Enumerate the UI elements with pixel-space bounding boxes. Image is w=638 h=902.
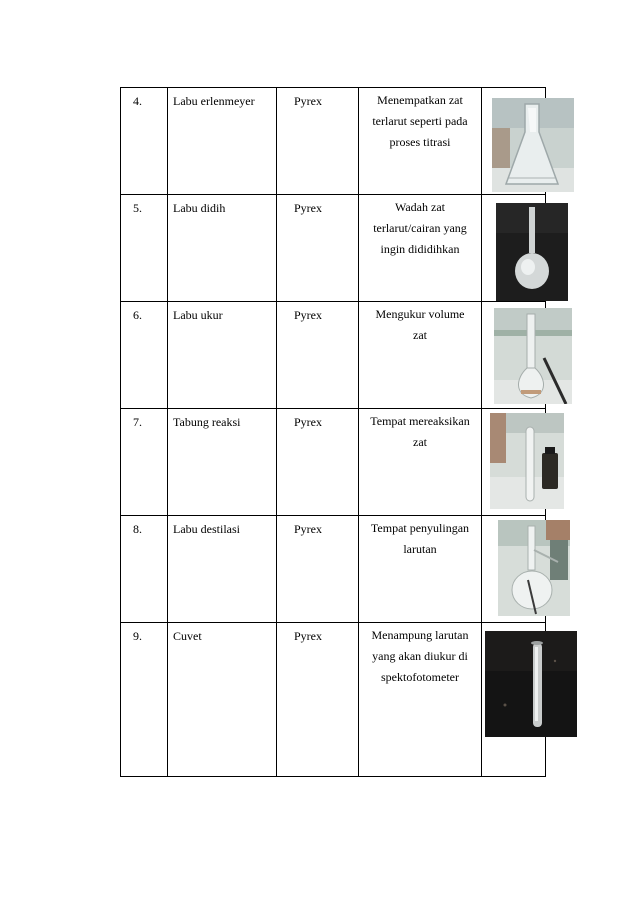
use-line: zat xyxy=(413,328,427,342)
boiling-flask-photo xyxy=(496,203,568,301)
distillation-flask-photo xyxy=(498,520,570,616)
erlenmeyer-flask-photo xyxy=(492,98,574,192)
equipment-use xyxy=(359,623,482,777)
equipment-photo-cell xyxy=(482,516,546,623)
table-row xyxy=(121,409,546,516)
use-line: larutan xyxy=(403,542,437,556)
use-line: proses titrasi xyxy=(389,135,451,149)
equipment-name: Labu erlenmeyer xyxy=(168,88,277,195)
row-number: 6. xyxy=(121,302,168,409)
lab-equipment-table xyxy=(120,87,546,777)
row-number: 9. xyxy=(121,623,168,777)
use-line: terlarut/cairan yang xyxy=(373,221,467,235)
use-line: Menempatkan zat xyxy=(377,93,463,107)
use-line: Tempat penyulingan xyxy=(370,521,470,535)
equipment-photo-cell xyxy=(482,302,546,409)
volumetric-flask-photo xyxy=(494,308,572,404)
row-number: 4. xyxy=(121,88,168,195)
equipment-use xyxy=(359,516,482,623)
equipment-name: Labu didih xyxy=(168,195,277,302)
equipment-brand: Pyrex xyxy=(277,409,359,516)
equipment-photo-cell xyxy=(482,409,546,516)
table-row xyxy=(121,195,546,302)
use-line: Menampung larutan xyxy=(371,628,469,642)
equipment-use xyxy=(359,302,482,409)
use-line: yang akan diukur di xyxy=(372,649,468,663)
equipment-name: Labu ukur xyxy=(168,302,277,409)
use-line: Tempat mereaksikan xyxy=(370,414,470,428)
equipment-brand: Pyrex xyxy=(277,88,359,195)
use-line: ingin dididihkan xyxy=(380,242,460,256)
cuvette-photo xyxy=(485,631,577,737)
use-line: Wadah zat xyxy=(394,200,445,214)
table-row xyxy=(121,623,546,777)
equipment-use xyxy=(359,88,482,195)
test-tube-photo xyxy=(490,413,564,509)
equipment-photo-cell xyxy=(482,88,546,195)
table-row xyxy=(121,88,546,195)
row-number: 5. xyxy=(121,195,168,302)
equipment-name: Tabung reaksi xyxy=(168,409,277,516)
use-line: Mengukur volume xyxy=(375,307,465,321)
equipment-use xyxy=(359,195,482,302)
row-number: 8. xyxy=(121,516,168,623)
equipment-use xyxy=(359,409,482,516)
equipment-brand: Pyrex xyxy=(277,195,359,302)
table-row xyxy=(121,302,546,409)
use-line: terlarut seperti pada xyxy=(372,114,468,128)
equipment-brand: Pyrex xyxy=(277,516,359,623)
equipment-photo-cell xyxy=(482,623,546,777)
table-row xyxy=(121,516,546,623)
equipment-photo-cell xyxy=(482,195,546,302)
use-line: zat xyxy=(413,435,427,449)
row-number: 7. xyxy=(121,409,168,516)
equipment-name: Labu destilasi xyxy=(168,516,277,623)
equipment-name: Cuvet xyxy=(168,623,277,777)
equipment-brand: Pyrex xyxy=(277,302,359,409)
equipment-brand: Pyrex xyxy=(277,623,359,777)
use-line: spektofotometer xyxy=(381,670,459,684)
